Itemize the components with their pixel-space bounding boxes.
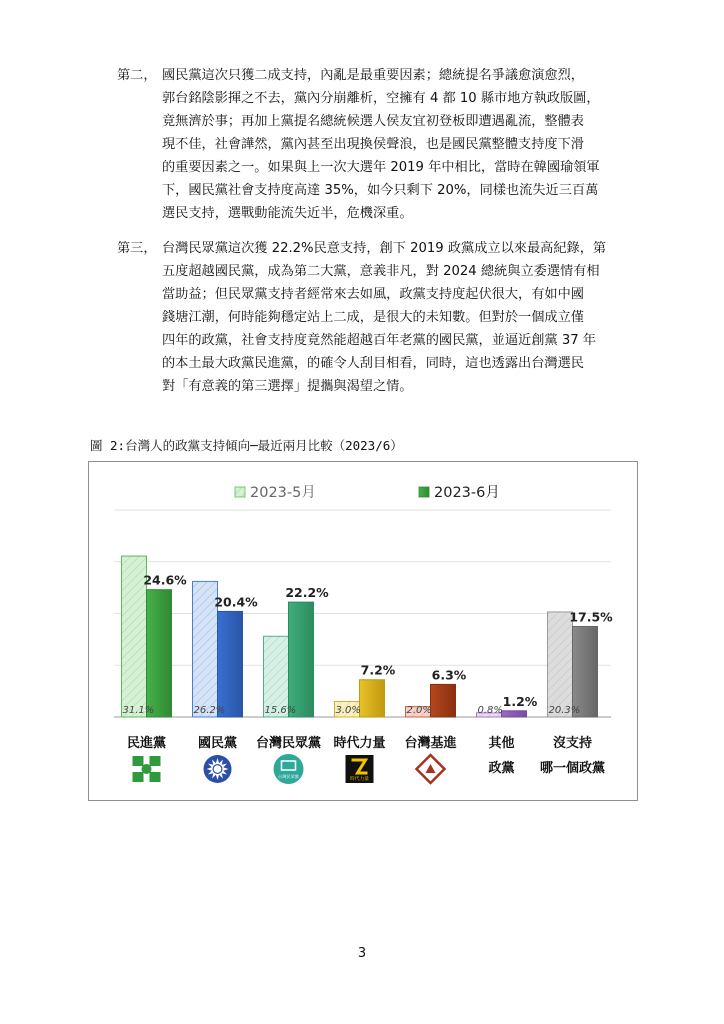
legend-swatch-june xyxy=(419,487,429,497)
paragraph-lead: 第二， xyxy=(117,68,157,83)
paragraph-line: 對「有意義的第三選擇」提攜與渴望之情。 xyxy=(162,379,413,394)
category-label: 哪一個政黨 xyxy=(539,761,606,776)
paragraph-line: 下，國民黨社會支持度高達 35%，如今只剩下 20%，同樣也流失近三百萬 xyxy=(162,183,599,198)
data-label-may: 3.0% xyxy=(335,705,361,716)
bar-june xyxy=(573,626,598,717)
figure-caption: 圖 2:台灣人的政黨支持傾向─最近兩月比較（2023/6） xyxy=(90,438,403,453)
category-label: 政黨 xyxy=(488,761,515,776)
legend-label-june: 2023-6月 xyxy=(434,485,500,501)
data-label-may: 0.8% xyxy=(477,705,503,716)
data-label-may: 15.6% xyxy=(264,705,297,716)
paragraph-second xyxy=(117,64,637,225)
category-label: 台灣基進 xyxy=(404,736,457,751)
data-label-may: 26.2% xyxy=(193,705,226,716)
bar-june xyxy=(218,611,243,717)
bar-groups xyxy=(122,556,614,776)
data-label-june: 6.3% xyxy=(431,667,467,683)
paragraph-line: 竟無濟於事；再加上黨提名總統候選人侯友宜初登板即遭遇亂流，整體表 xyxy=(162,114,584,129)
bar-june xyxy=(431,684,456,717)
data-label-june: 20.4% xyxy=(214,594,258,610)
paragraph-line: 當助益；但民眾黨支持者經常來去如風，政黨支持度起伏很大，有如中國 xyxy=(162,287,584,302)
data-label-may: 20.3% xyxy=(548,705,581,716)
data-label-june: 24.6% xyxy=(143,572,187,588)
category-label: 台灣民眾黨 xyxy=(255,736,322,751)
data-label-may: 2.0% xyxy=(406,705,432,716)
party-logos xyxy=(133,754,445,784)
paragraph-line: 郭台銘陰影揮之不去，黨內分崩離析，空擁有 4 都 10 縣市地方執政版圖， xyxy=(162,91,600,106)
chart-canvas xyxy=(89,462,637,800)
bar-june xyxy=(147,590,172,717)
data-label-june: 22.2% xyxy=(285,585,329,601)
tsp-logo-icon xyxy=(417,755,445,783)
paragraph-lead: 第三， xyxy=(117,241,157,256)
paragraph-line: 錢塘江潮，何時能夠穩定站上二成，是很大的未知數。但對於一個成立僅 xyxy=(162,310,584,325)
paragraph-line: 台灣民眾黨這次獲 22.2%民意支持，創下 2019 政黨成立以來最高紀錄，第 xyxy=(162,241,607,256)
category-label: 國民黨 xyxy=(197,736,238,751)
paragraph-third xyxy=(117,237,637,398)
bar-june xyxy=(289,602,314,717)
legend-label-may: 2023-5月 xyxy=(250,485,316,501)
paragraph-line: 現不佳，社會譁然，黨內甚至出現換侯聲浪，也是國民黨整體支持度下滑 xyxy=(162,137,584,152)
tpp-logo-text: 台灣民眾黨 xyxy=(278,774,299,779)
category-label: 其他 xyxy=(488,736,515,751)
npp-logo-icon xyxy=(346,755,374,783)
paragraph-line: 五度超越國民黨，成為第二大黨，意義非凡，對 2024 總統與立委選情有相 xyxy=(162,264,600,279)
paragraph-line: 四年的政黨，社會支持度竟然能超越百年老黨的國民黨，並逼近創黨 37 年 xyxy=(162,333,596,348)
paragraph-line: 的重要因素之一。如果與上一次大選年 2019 年中相比，當時在韓國瑜領軍 xyxy=(162,160,600,175)
data-label-june: 7.2% xyxy=(360,662,396,678)
data-label-may: 31.1% xyxy=(122,705,155,716)
legend-swatch-may xyxy=(235,487,245,497)
data-label-june: 17.5% xyxy=(569,609,613,625)
paragraph-line: 國民黨這次只獲二成支持，內亂是最重要因素；總統提名爭議愈演愈烈， xyxy=(162,68,584,83)
npp-logo-text: 時代力量 xyxy=(349,777,370,782)
category-label: 沒支持 xyxy=(552,736,593,751)
kmt-logo-icon xyxy=(204,755,232,783)
page-number: 3 xyxy=(357,946,367,961)
dpp-logo-icon xyxy=(133,756,161,782)
chart-legend xyxy=(235,484,500,501)
party-support-chart xyxy=(88,461,638,801)
bar-june xyxy=(502,711,527,717)
bar-june xyxy=(360,680,385,717)
category-label: 時代力量 xyxy=(333,736,386,751)
category-label: 民進黨 xyxy=(126,736,167,751)
paragraph-line: 選民支持，選戰動能流失近半，危機深重。 xyxy=(162,206,413,221)
tpp-logo-icon xyxy=(274,754,304,784)
bar-may xyxy=(548,612,573,717)
data-label-june: 1.2% xyxy=(502,693,538,709)
paragraph-line: 的本土最大政黨民進黨，的確令人刮目相看，同時，這也透露出台灣選民 xyxy=(162,356,584,371)
